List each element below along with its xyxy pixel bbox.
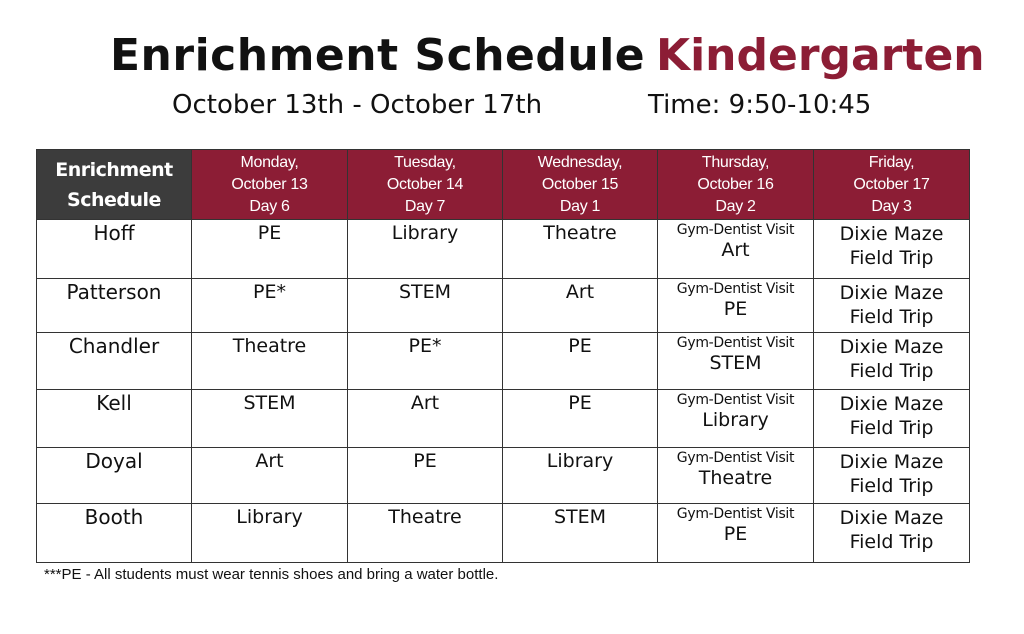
teacher-cell: Patterson	[37, 279, 192, 333]
teacher-cell: Booth	[37, 504, 192, 563]
thursday-cell	[658, 220, 814, 279]
time-range: Time: 9:50-10:45	[648, 90, 872, 120]
header-line: Tuesday,	[394, 153, 456, 171]
monday-cell: Art	[192, 448, 348, 504]
header-line: Wednesday,	[537, 153, 623, 171]
pe-footnote: ***PE - All students must wear tennis shoes and bring a water bottle.	[44, 566, 499, 583]
corner-line: Schedule	[67, 188, 161, 211]
thursday-note: Gym-Dentist Visit	[676, 506, 795, 522]
friday-line: Field Trip	[849, 475, 934, 497]
thursday-cell	[658, 390, 814, 448]
thursday-note: Gym-Dentist Visit	[676, 281, 795, 297]
header-line: Day 6	[249, 197, 290, 215]
friday-cell	[814, 279, 970, 333]
table-row	[37, 448, 970, 504]
column-header-wednesday	[503, 150, 658, 220]
table-row	[37, 390, 970, 448]
tuesday-cell: Art	[348, 390, 503, 448]
header-line: October 13	[231, 175, 308, 193]
corner-line: Enrichment	[55, 158, 173, 181]
teacher-cell: Kell	[37, 390, 192, 448]
table-row	[37, 504, 970, 563]
corner-header	[37, 150, 192, 220]
thursday-class: PE	[723, 298, 748, 320]
wednesday-cell: PE	[503, 333, 658, 390]
monday-cell: STEM	[192, 390, 348, 448]
wednesday-cell: Theatre	[503, 220, 658, 279]
friday-cell	[814, 333, 970, 390]
friday-cell	[814, 390, 970, 448]
friday-line: Field Trip	[849, 306, 934, 328]
friday-cell	[814, 448, 970, 504]
header-line: Friday,	[868, 153, 915, 171]
header-line: October 16	[697, 175, 774, 193]
thursday-note: Gym-Dentist Visit	[676, 335, 795, 351]
thursday-cell	[658, 279, 814, 333]
tuesday-cell: Theatre	[348, 504, 503, 563]
table-row	[37, 333, 970, 390]
tuesday-cell: PE	[348, 448, 503, 504]
teacher-cell: Hoff	[37, 220, 192, 279]
table-row	[37, 220, 970, 279]
tuesday-cell: Library	[348, 220, 503, 279]
grade-title: Kindergarten	[656, 30, 985, 81]
friday-line: Dixie Maze	[839, 507, 944, 529]
thursday-note: Gym-Dentist Visit	[676, 450, 795, 466]
page-title: Enrichment Schedule	[110, 30, 646, 81]
tuesday-cell: PE*	[348, 333, 503, 390]
header-row	[37, 150, 970, 220]
wednesday-cell: Library	[503, 448, 658, 504]
friday-line: Field Trip	[849, 247, 934, 269]
header-line: October 17	[853, 175, 930, 193]
thursday-note: Gym-Dentist Visit	[676, 222, 795, 238]
header-line: October 15	[541, 175, 619, 193]
friday-line: Dixie Maze	[839, 223, 944, 245]
tuesday-cell: STEM	[348, 279, 503, 333]
header-line: Monday,	[240, 153, 299, 171]
thursday-cell	[658, 333, 814, 390]
friday-line: Dixie Maze	[839, 393, 944, 415]
teacher-cell: Chandler	[37, 333, 192, 390]
wednesday-cell: Art	[503, 279, 658, 333]
thursday-class: STEM	[709, 352, 762, 374]
header-line: Day 1	[559, 197, 601, 215]
teacher-cell: Doyal	[37, 448, 192, 504]
wednesday-cell: PE	[503, 390, 658, 448]
header-line: October 14	[386, 175, 464, 193]
friday-line: Dixie Maze	[839, 451, 944, 473]
friday-cell	[814, 504, 970, 563]
friday-line: Dixie Maze	[839, 336, 944, 358]
thursday-cell	[658, 448, 814, 504]
friday-cell	[814, 220, 970, 279]
friday-line: Field Trip	[849, 360, 934, 382]
header-line: Day 2	[715, 197, 756, 215]
monday-cell: PE	[192, 220, 348, 279]
thursday-class: Art	[721, 239, 750, 261]
wednesday-cell: STEM	[503, 504, 658, 563]
column-header-monday	[192, 150, 348, 220]
monday-cell: Library	[192, 504, 348, 563]
thursday-class: Theatre	[698, 467, 773, 489]
schedule-table	[36, 149, 970, 563]
column-header-tuesday	[348, 150, 503, 220]
header-line: Day 3	[871, 197, 912, 215]
header-line: Day 7	[404, 197, 446, 215]
friday-line: Dixie Maze	[839, 282, 944, 304]
monday-cell: PE*	[192, 279, 348, 333]
column-header-friday	[814, 150, 970, 220]
date-range: October 13th - October 17th	[172, 90, 543, 120]
title-row	[0, 30, 1024, 90]
friday-line: Field Trip	[849, 417, 934, 439]
friday-line: Field Trip	[849, 531, 934, 553]
table-row	[37, 279, 970, 333]
monday-cell: Theatre	[192, 333, 348, 390]
thursday-cell	[658, 504, 814, 563]
thursday-note: Gym-Dentist Visit	[676, 392, 795, 408]
thursday-class: PE	[723, 523, 748, 545]
thursday-class: Library	[702, 409, 769, 431]
column-header-thursday	[658, 150, 814, 220]
header-line: Thursday,	[701, 153, 770, 171]
